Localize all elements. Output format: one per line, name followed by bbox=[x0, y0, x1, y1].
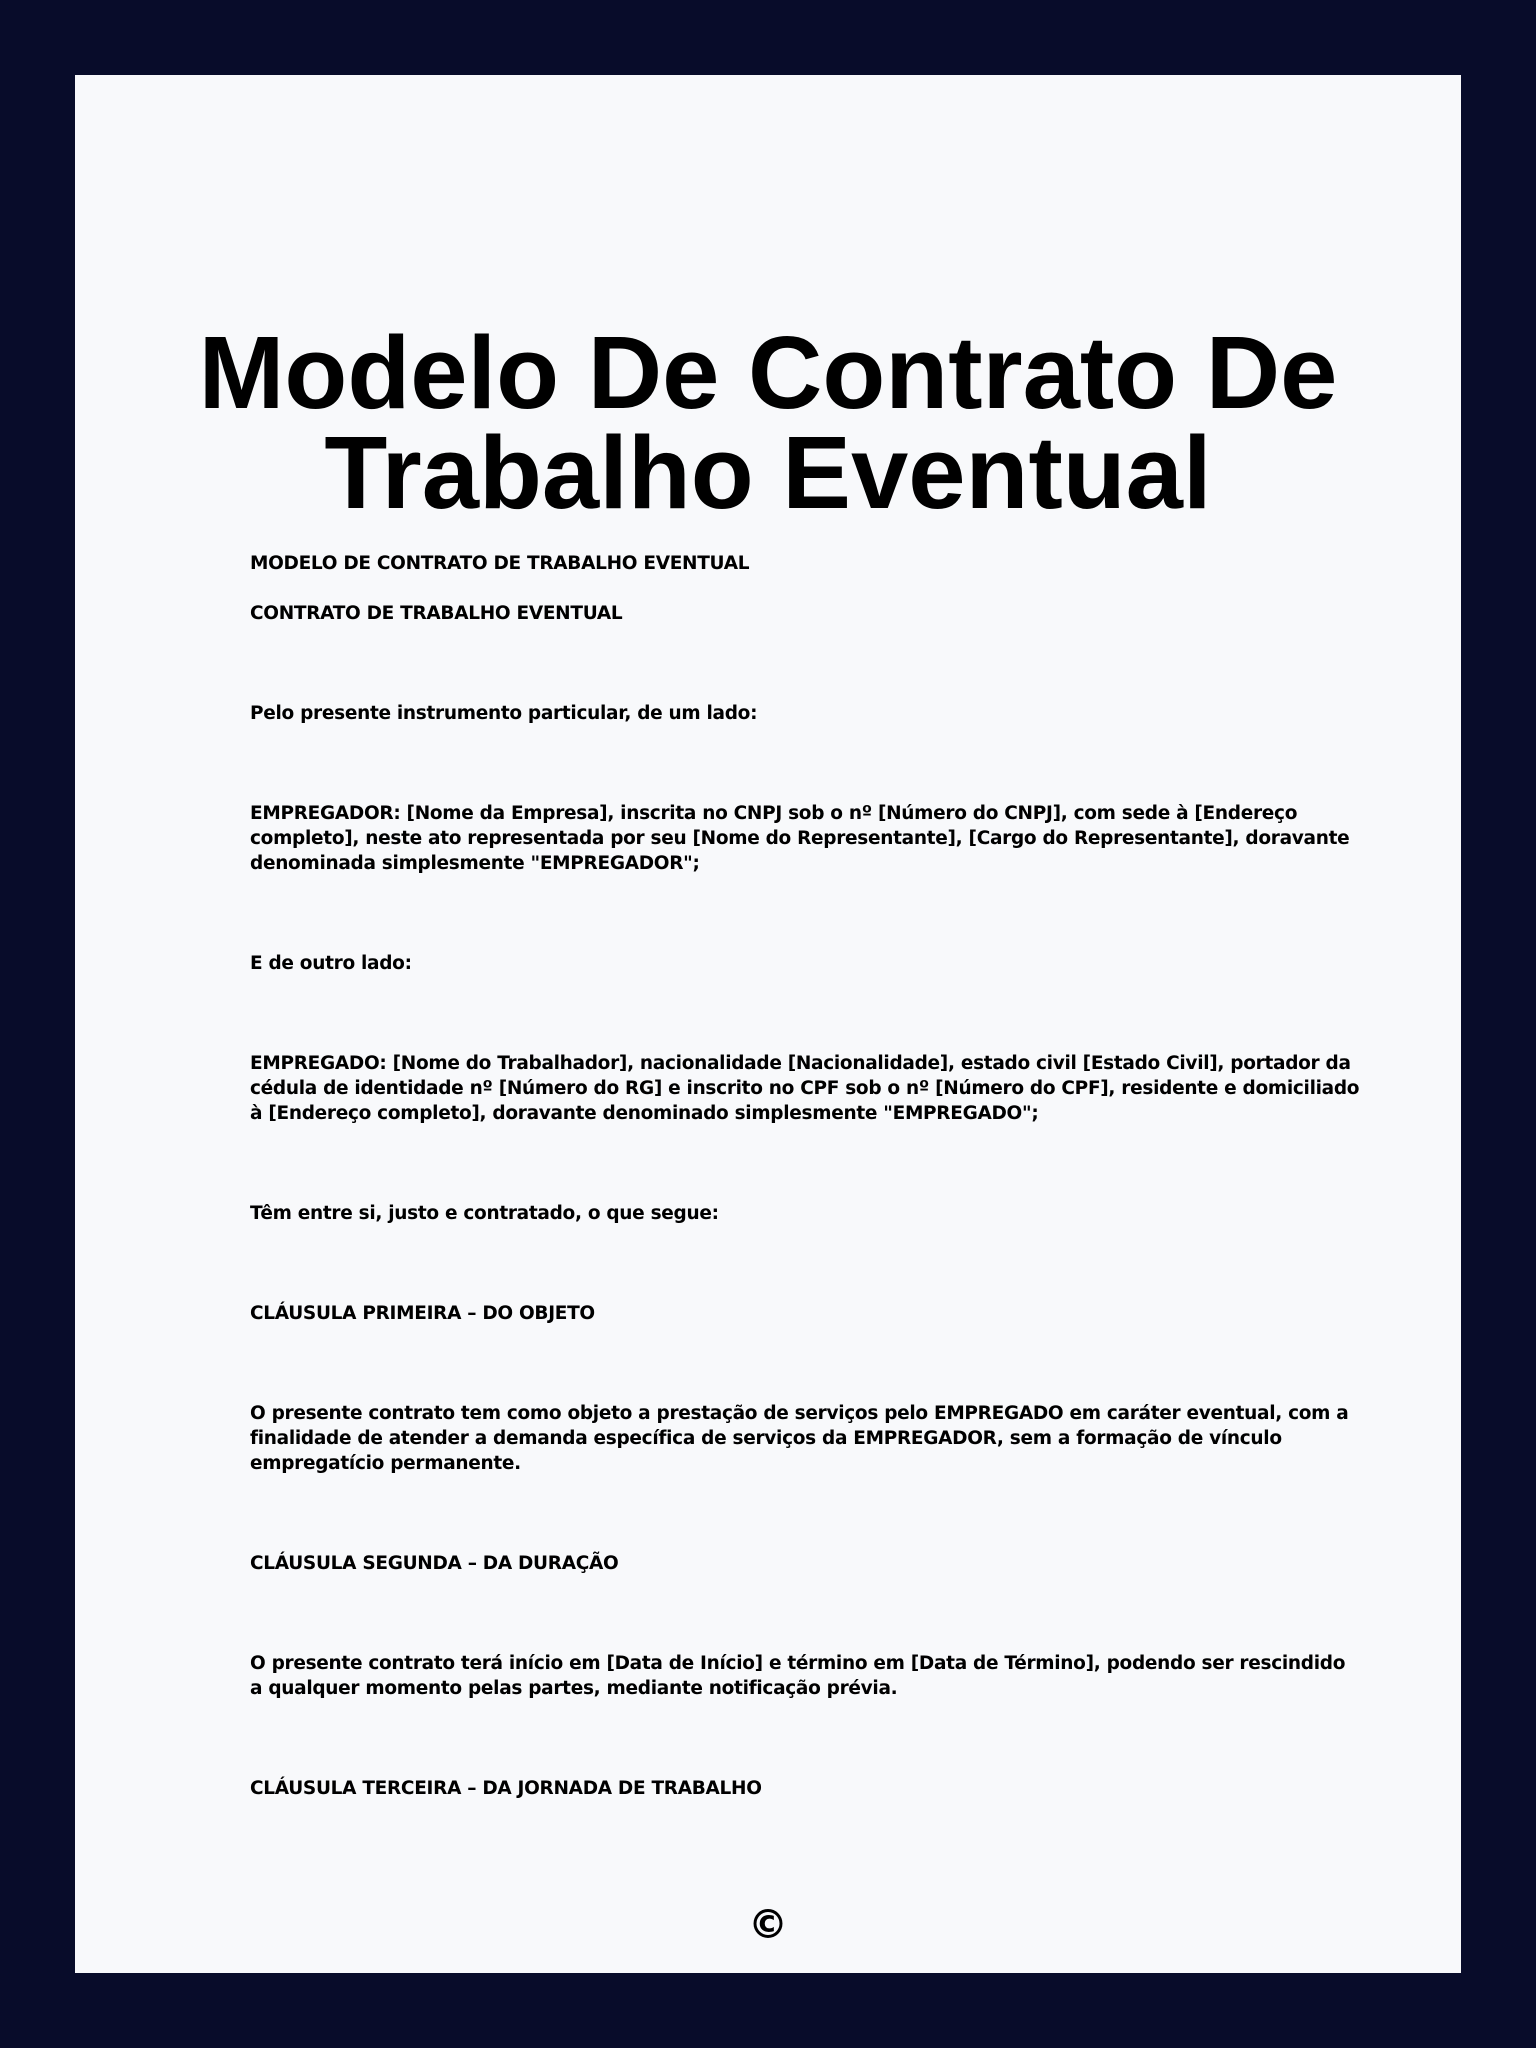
title-line-1: Modelo De Contrato De bbox=[198, 315, 1338, 430]
title-line-2: Trabalho Eventual bbox=[324, 415, 1212, 530]
copyright-icon: © bbox=[748, 1902, 788, 1948]
clause-third-heading: CLÁUSULA TERCEIRA – DA JORNADA DE TRABALHO bbox=[250, 1778, 762, 1799]
clause-first-text: O presente contrato tem como objeto a prestação de serviços pelo EMPREGADO em caráter eventual, com a finalidade de atender a demanda específica de serviços da EMPREGADOR, sem a formação de vínculo empregatício permanente. bbox=[250, 1403, 1349, 1474]
other-party-paragraph: E de outro lado: bbox=[250, 953, 412, 974]
document-page bbox=[75, 75, 1461, 1973]
contract-subheading: CONTRATO DE TRABALHO EVENTUAL bbox=[250, 603, 623, 624]
agreement-paragraph: Têm entre si, justo e contratado, o que segue: bbox=[250, 1203, 719, 1224]
document-title bbox=[75, 315, 1461, 530]
intro-paragraph: Pelo presente instrumento particular, de um lado: bbox=[250, 703, 758, 724]
employee-paragraph: EMPREGADO: [Nome do Trabalhador], nacionalidade [Nacionalidade], estado civil [Estado Civil], portador da cédula de identidade nº [Número do RG] e inscrito no CPF sob o nº [Número do CPF], residente e domiciliado à [Endereço completo], doravante denominado simplesmente "EMPREGADO"; bbox=[250, 1053, 1360, 1124]
employer-paragraph: EMPREGADOR: [Nome da Empresa], inscrita no CNPJ sob o nº [Número do CNPJ], com sede à [Endereço completo], neste ato representada por seu [Nome do Representante], [Cargo do Representante], doravante denominada simplesmente "EMPREGADOR"; bbox=[250, 803, 1350, 874]
clause-second-heading: CLÁUSULA SEGUNDA – DA DURAÇÃO bbox=[250, 1553, 619, 1574]
document-heading: MODELO DE CONTRATO DE TRABALHO EVENTUAL bbox=[250, 553, 750, 574]
clause-first-heading: CLÁUSULA PRIMEIRA – DO OBJETO bbox=[250, 1303, 595, 1324]
clause-second-text: O presente contrato terá início em [Data de Início] e término em [Data de Término], podendo ser rescindido a qualquer momento pelas partes, mediante notificação prévia. bbox=[250, 1653, 1346, 1699]
